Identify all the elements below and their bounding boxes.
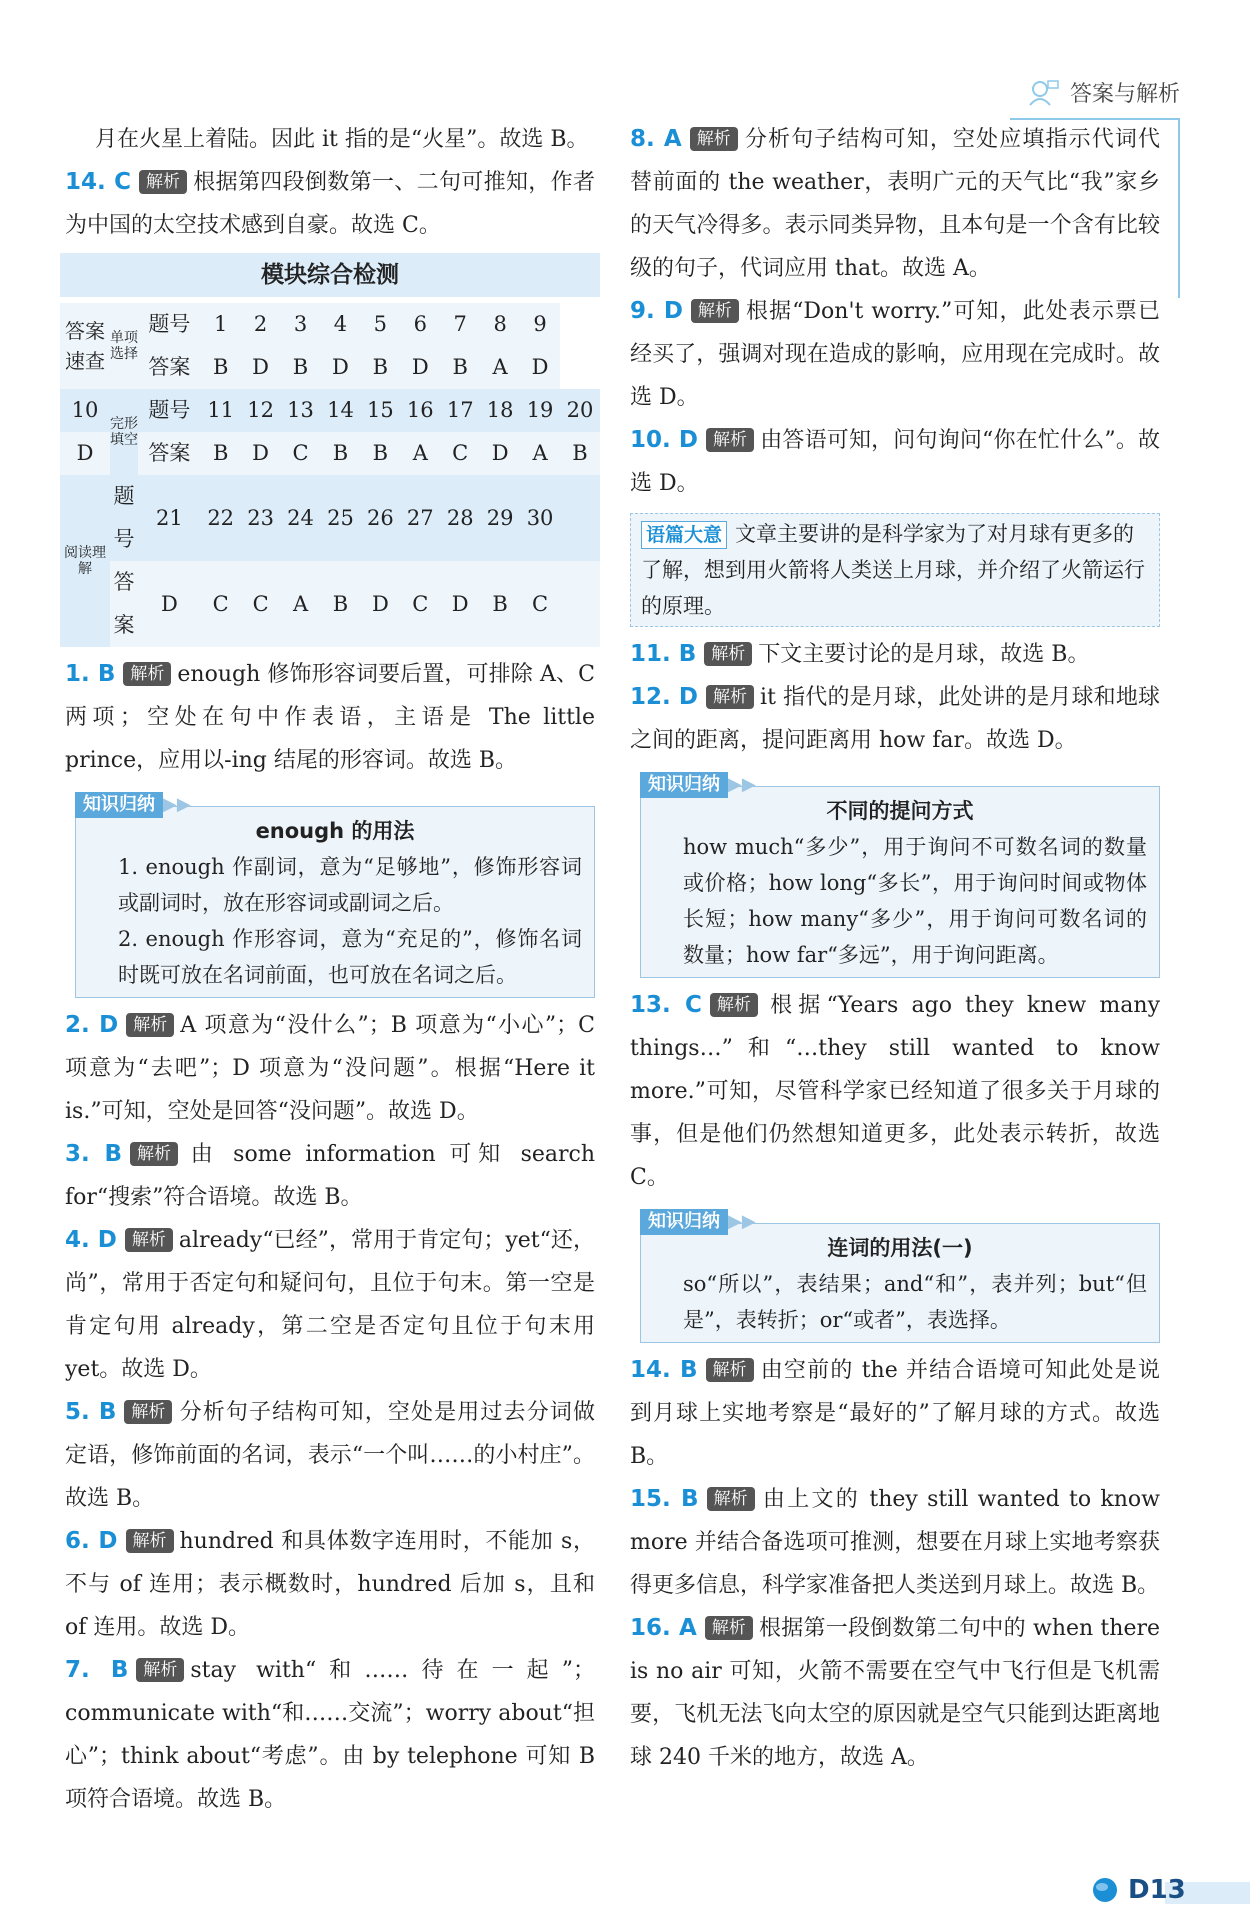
answer-table-label: 答案速查 bbox=[60, 303, 110, 389]
globe-icon bbox=[1090, 1875, 1120, 1905]
section-label: 阅读理解 bbox=[60, 475, 110, 647]
answer-table: 答案速查 单项选择 题号 1 2 3 4 5 6 7 8 9 答案 B D B D B D B A D 10 完形填空 题号 11 12 13 14 15 16 17 18 19 20 D 答案 B D C B B A C D A B 阅读理解 题号 21 22 23 24 25 26 27 28 29 30 答案 D C C A B D C D B C bbox=[60, 303, 600, 647]
knowledge-tag: 知识归纳 ▶▶ bbox=[65, 782, 595, 812]
header-side-rule bbox=[1178, 118, 1180, 298]
header-title: 答案与解析 bbox=[1069, 81, 1180, 107]
answer-item: 6. D 解析 hundred 和具体数字连用时，不能加 s，不与 of 连用；表示概数时，hundred 后加 s，且和 of 连用。故选 D。 bbox=[65, 1528, 595, 1640]
knowledge-box: enough 的用法 1. enough 作副词，意为“足够地”，修饰形容词或副词时，放在形容词或副词之后。 2. enough 作形容词，意为“充足的”，修饰名词时既可放在名词前面，也可放在名词之后。 bbox=[75, 806, 595, 998]
intro-text: 月在火星上着陆。因此 it 指的是“火星”。故选 B。 bbox=[95, 127, 589, 152]
answer-item: 5. B 解析 分析句子结构可知，空处是用过去分词做定语，修饰前面的名词，表示“一个叫……的小村庄”。故选 B。 bbox=[65, 1399, 595, 1511]
answer-item: 4. D 解析 already“已经”，常用于肯定句；yet“还，尚”，常用于否定句和疑问句，且位于句末。第一空是肯定句用 already，第二空是否定句且位于句末用 yet。故选 D。 bbox=[65, 1227, 595, 1382]
answer-item: 8. A 解析 分析句子结构可知，空处应填指示代词代替前面的 the weather，表明广元的天气比“我”家乡的天气冷得多。表示同类异物，且本句是一个含有比较级的句子，代词应用 that。故选 A。 bbox=[630, 126, 1160, 281]
student-icon bbox=[1026, 77, 1060, 107]
knowledge-box: 连词的用法(一) so“所以”，表结果；and“和”，表并列；but“但是”，表转折；or“或者”，表选择。 bbox=[640, 1223, 1160, 1343]
page-footer bbox=[1090, 1870, 1186, 1910]
answer-item: 14. B 解析 由空前的 the 并结合语境可知此处是说到月球上实地考察是“最好的”了解月球的方式。故选 B。 bbox=[630, 1357, 1160, 1469]
answer-item: 9. D 解析 根据“Don't worry.”可知，此处表示票已经买了，强调对现在造成的影响，应用现在完成时。故选 D。 bbox=[630, 298, 1160, 410]
passage-summary: 语篇大意 文章主要讲的是科学家为了对月球有更多的了解，想到用火箭将人类送上月球，并介绍了火箭运行的原理。 bbox=[630, 513, 1160, 627]
answer-item: 15. B 解析 由上文的 they still wanted to know more 并结合备选项可推测，想要在月球上实地考察获得更多信息，科学家准备把人类送到月球上。故选 B。 bbox=[630, 1486, 1160, 1598]
knowledge-tag: 知识归纳 ▶▶ bbox=[630, 762, 1160, 792]
knowledge-tag: 知识归纳 ▶▶ bbox=[630, 1199, 1160, 1229]
answer-item: 3. B 解析 由 some information 可知 search for“搜索”符合语境。故选 B。 bbox=[65, 1141, 596, 1210]
answer-item: 16. A 解析 根据第一段倒数第二句中的 when there is no air 可知，火箭不需要在空气中飞行但是飞机需要，飞机无法飞向太空的原因就是空气只能到达距离地球 240 千米的地方，故选 A。 bbox=[630, 1615, 1160, 1770]
answer-item: 13. C 解析 根据“Years ago they knew many things…”和“…they still wanted to know more.”可知，尽管科学家已经知道了很多关于月球的事，但是他们仍然想知道更多，此处表示转折，故选 C。 bbox=[630, 992, 1160, 1190]
section-label: 单项选择 bbox=[110, 303, 138, 389]
module-title: 模块综合检测 bbox=[60, 253, 600, 297]
answer-item: 1. B 解析 enough 修饰形容词要后置，可排除 A、C 两项；空处在句中作表语，主语是 The little prince，应用以-ing 结尾的形容词。故选 B。 bbox=[65, 661, 595, 773]
answer-item: 10. D 解析 由答语可知，问句询问“你在忙什么”。故选 D。 bbox=[630, 427, 1161, 496]
section-label: 完形填空 bbox=[110, 389, 138, 475]
answer-item: 7. B 解析 stay with“和……待在一起”；communicate with“和……交流”；worry about“担心”；think about“考虑”。由 by telephone 可知 B 项符合语境。故选 B。 bbox=[65, 1657, 595, 1812]
knowledge-box: 不同的提问方式 how much“多少”，用于询问不可数名词的数量或价格；how long“多长”，用于询问时间或物体长短；how many“多少”，用于询问可数名词的数量；how far“多远”，用于询问距离。 bbox=[640, 786, 1160, 978]
answer-item: 2. D 解析 A 项意为“没什么”；B 项意为“小心”；C 项意为“去吧”；D 项意为“没问题”。根据“Here it is.”可知，空处是回答“没问题”。故选 D。 bbox=[65, 1012, 595, 1124]
answer-item: 14. C 解析 根据第四段倒数第一、二句可推知，作者为中国的太空技术感到自豪。故选 C。 bbox=[65, 169, 595, 238]
right-column bbox=[630, 118, 1160, 1779]
answer-item: 12. D 解析 it 指代的是月球，此处讲的是月球和地球之间的距离，提问距离用 how far。故选 D。 bbox=[630, 684, 1161, 753]
left-column bbox=[65, 118, 595, 1821]
page-number: D13 bbox=[1128, 1875, 1186, 1905]
analysis-tag: 解析 bbox=[139, 170, 187, 194]
page-header bbox=[1026, 74, 1180, 110]
answer-item: 11. B 解析 下文主要讨论的是月球，故选 B。 bbox=[630, 641, 1090, 667]
